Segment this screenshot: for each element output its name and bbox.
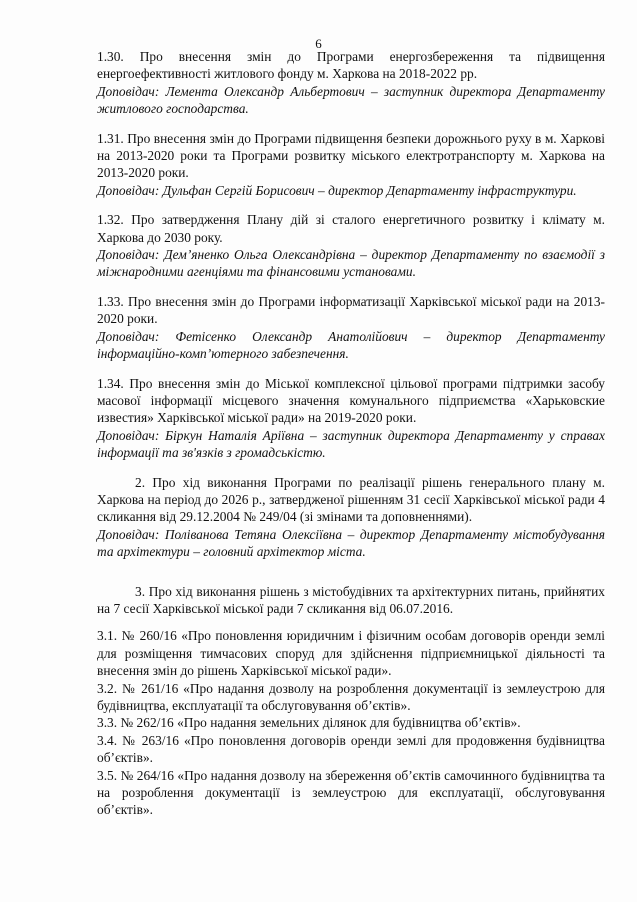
section-2-text: 2. Про хід виконання Програми по реалізації рішень генерального плану м. Харкова на період до 2026 р., затвердженої рішенням 31 сесії Харківської міської ради 4 скликання від 29.12.2004 № 249/04 (зі змінами та доповненнями).	[97, 474, 605, 525]
agenda-item-text: 1.30. Про внесення змін до Програми енергозбереження та підвищення енергоефективності житлового фонду м. Харкова на 2018-2022 рр.	[97, 49, 605, 82]
agenda-item-text: 1.33. Про внесення змін до Програми інформатизації Харківської міської ради на 2013-2020 роки.	[97, 293, 605, 327]
agenda-item-text: 1.34. Про внесення змін до Міської комплексної цільової програми підтримки засобу масової інформації місцевого значення комунального підприємства «Харьковские известия» Харківської міської ради» на 2019-2020 роки.	[97, 375, 605, 426]
agenda-item-1-33	[97, 293, 605, 363]
agenda-item-text: 1.31. Про внесення змін до Програми підвищення безпеки дорожнього руху в м. Харкові на 2013-2020 роки та Програми розвитку міського електротранспорту м. Харкова на 2013-2020 роки.	[97, 130, 605, 181]
agenda-item-text: 1.32. Про затвердження Плану дій зі сталого енергетичного розвитку і клімату м. Харкова до 2030 року.	[97, 212, 605, 245]
agenda-item-1-31	[97, 130, 605, 200]
page-number: 6	[315, 36, 322, 51]
subitem-3-1: 3.1. № 260/16 «Про поновлення юридичним і фізичним особам договорів оренди землі для розміщення тимчасових споруд для здійснення підприємницької діяльності та внесення змін до рішень Харківської міської ради».	[97, 628, 605, 679]
agenda-item-speaker: Доповідач: Фетісенко Олександр Анатолійович – директор Департаменту інформаційно-комп’ютерного забезпечення.	[97, 328, 605, 362]
subitem-3-2: 3.2. № 261/16 «Про надання дозволу на розроблення документації із землеустрою для будівництва, експлуатації та обслуговування об’єктів».	[97, 680, 605, 713]
section-3-text: 3. Про хід виконання рішень з містобудівних та архітектурних питань, прийнятих на 7 сесії Харківської міської ради 7 скликання від 06.07.2016.	[97, 583, 605, 616]
agenda-item-1-34	[97, 375, 605, 462]
agenda-item-speaker: Доповідач: Дем’яненко Ольга Олександрівна – директор Департаменту по взаємодії з міжнародними агенціями та фінансовими установами.	[97, 247, 605, 280]
agenda-section-2	[97, 474, 605, 561]
subitem-3-4: 3.4. № 263/16 «Про поновлення договорів оренди землі для продовження будівництва об’єктів».	[97, 732, 605, 766]
agenda-item-speaker: Доповідач: Лемента Олександр Альбертович – заступник директора Департаменту житлового господарства.	[97, 83, 605, 117]
agenda-item-1-30	[97, 48, 605, 118]
section-3-subitems	[97, 627, 605, 818]
document-body	[97, 48, 605, 831]
section-2-speaker: Доповідач: Поліванова Тетяна Олексіївна – директор Департаменту містобудування та архітектури – головний архітектор міста.	[97, 526, 605, 560]
agenda-item-speaker: Доповідач: Біркун Наталія Аріївна – заступник директора Департаменту у справах інформації та зв'язків з громадськістю.	[97, 427, 605, 461]
subitem-3-3: 3.3. № 262/16 «Про надання земельних ділянок для будівництва об’єктів».	[97, 715, 521, 731]
subitem-3-5: 3.5. № 264/16 «Про надання дозволу на збереження об’єктів самочинного будівництва та на розроблення документації із землеустрою для експлуатації, обслуговування об’єктів».	[97, 767, 605, 818]
agenda-item-speaker: Доповідач: Дульфан Сергій Борисович – директор Департаменту інфраструктури.	[97, 182, 577, 198]
agenda-section-3	[97, 583, 605, 819]
agenda-item-1-32	[97, 211, 605, 281]
